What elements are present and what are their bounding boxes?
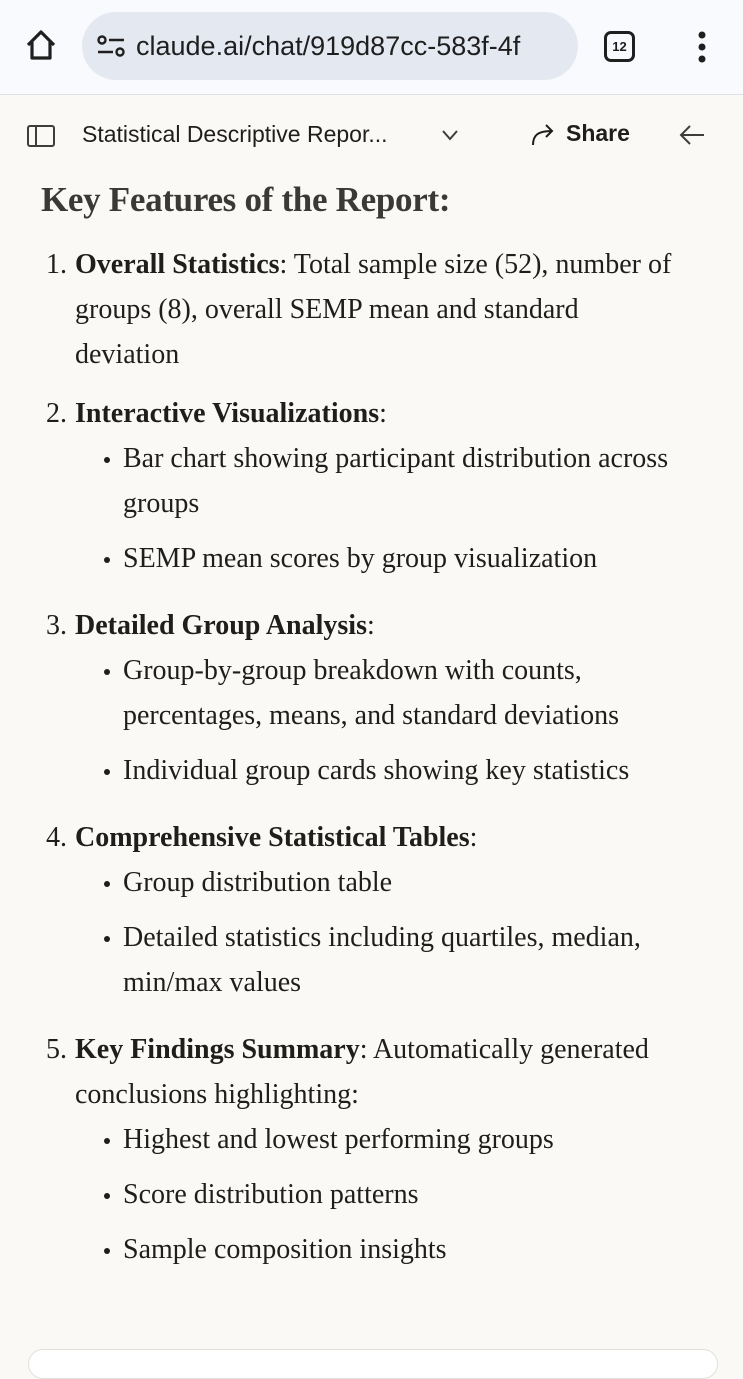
sub-list bbox=[75, 648, 683, 793]
item-number: 3. bbox=[46, 610, 67, 641]
sub-list bbox=[75, 1117, 683, 1272]
sidebar-toggle-icon[interactable] bbox=[27, 125, 55, 147]
browser-toolbar bbox=[0, 0, 743, 95]
sub-list-item: Sample composition insights bbox=[75, 1227, 683, 1272]
chat-title[interactable]: Statistical Descriptive Repor... bbox=[82, 121, 388, 147]
item-text: : Total sample size (52), number of groups (8), overall SEMP mean and standard deviation bbox=[75, 249, 672, 370]
item-number: 4. bbox=[46, 822, 67, 853]
section-heading: Key Features of the Report: bbox=[41, 180, 451, 219]
share-label: Share bbox=[566, 120, 630, 146]
item-title: Detailed Group Analysis bbox=[75, 610, 367, 641]
item-title: Key Findings Summary bbox=[75, 1034, 360, 1065]
site-settings-icon[interactable] bbox=[96, 34, 126, 58]
list-item bbox=[0, 815, 743, 1005]
list-item bbox=[0, 603, 743, 793]
item-title: Interactive Visualizations bbox=[75, 398, 380, 429]
more-menu-icon[interactable] bbox=[696, 30, 708, 64]
list-item bbox=[0, 391, 743, 581]
arrow-left-icon[interactable] bbox=[678, 123, 706, 147]
sub-list-item: Individual group cards showing key statistics bbox=[75, 748, 683, 793]
feature-list bbox=[0, 242, 743, 1282]
sub-list-item: Detailed statistics including quartiles, median, min/max values bbox=[75, 915, 683, 1005]
home-icon[interactable] bbox=[24, 28, 58, 62]
item-number: 2. bbox=[46, 398, 67, 429]
chevron-down-icon[interactable] bbox=[441, 128, 459, 142]
sub-list bbox=[75, 860, 683, 1005]
item-text: : bbox=[366, 610, 375, 641]
item-title: Comprehensive Statistical Tables bbox=[75, 822, 470, 853]
sub-list-item: Group distribution table bbox=[75, 860, 683, 905]
item-number: 1. bbox=[46, 249, 67, 280]
sub-list bbox=[75, 436, 683, 581]
share-button[interactable] bbox=[530, 120, 630, 147]
sub-list-item: Score distribution patterns bbox=[75, 1172, 683, 1217]
sub-list-item: Bar chart showing participant distribution across groups bbox=[75, 436, 683, 526]
chat-header bbox=[0, 96, 743, 172]
address-bar[interactable] bbox=[82, 12, 578, 80]
item-text: : bbox=[379, 398, 387, 429]
list-item bbox=[0, 242, 743, 377]
item-text: : bbox=[469, 822, 478, 853]
url-text: claude.ai/chat/919d87cc-583f-4f bbox=[136, 30, 521, 61]
sub-list-item: Group-by-group breakdown with counts, percentages, means, and standard deviations bbox=[75, 648, 683, 738]
tab-switcher-button[interactable]: 12 bbox=[604, 31, 635, 62]
item-title: Overall Statistics bbox=[75, 249, 280, 280]
list-item bbox=[0, 1027, 743, 1272]
item-text: : Automatically generated conclusions highlighting: bbox=[75, 1034, 649, 1110]
sub-list-item: SEMP mean scores by group visualization bbox=[75, 536, 683, 581]
sub-list-item: Highest and lowest performing groups bbox=[75, 1117, 683, 1162]
share-arrow-icon bbox=[530, 121, 556, 147]
item-number: 5. bbox=[46, 1034, 67, 1065]
